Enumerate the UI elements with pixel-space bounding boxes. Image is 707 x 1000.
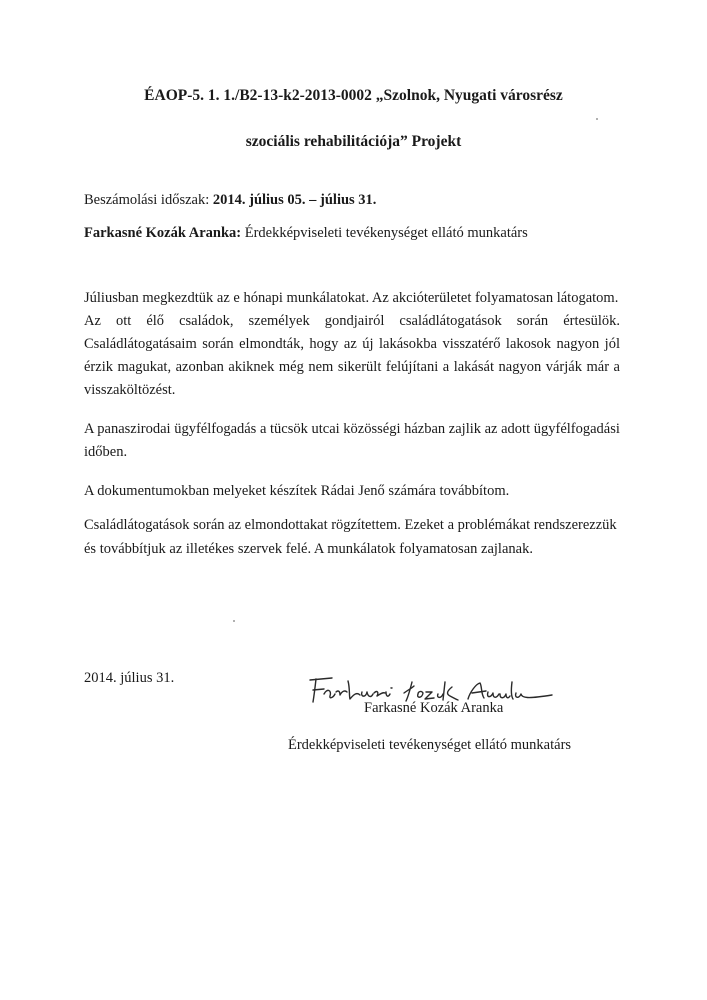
paragraph-4-line-2: és továbbítjuk az illetékes szervek felé. A munkálatok folyamatosan zajlanak.	[84, 541, 533, 557]
paragraph-1-line-5: visszaköltözést.	[84, 382, 176, 398]
reporting-period-value: 2014. július 05. – július 31.	[212, 192, 377, 208]
closing-date: 2014. július 31.	[84, 670, 175, 686]
paragraph-2-line-2: időben.	[84, 444, 128, 460]
paragraph-1-line-4: érzik magukat, azonban akiknek még nem sikerült felújítani a lakását nagyon várják már a	[84, 359, 620, 375]
scan-speck	[233, 620, 235, 622]
paragraph-1-line-2: Az ott élő családok, személyek gondjairól családlátogatások során értesülök.	[84, 313, 620, 329]
scan-speck	[596, 118, 598, 120]
signer-name: Farkasné Kozák Aranka	[364, 700, 504, 716]
staff-member-role: Érdekképviseleti tevékenységet ellátó munkatárs	[241, 225, 528, 241]
paragraph-4-line-1: Családlátogatások során az elmondottakat rögzítettem. Ezeket a problémákat rendszerezzük	[84, 517, 617, 533]
paragraph-3-line-1: A dokumentumokban melyeket készítek Rádai Jenő számára továbbítom.	[84, 483, 510, 499]
staff-member-line	[84, 225, 528, 242]
project-title-line-2: szociális rehabilitációja” Projekt	[245, 133, 462, 150]
paragraph-1-line-3: Családlátogatásaim során elmondták, hogy az új lakásokba visszatérő lakosok nagyon jól	[84, 336, 620, 352]
project-title-line-1: ÉAOP-5. 1. 1./B2-13-k2-2013-0002 „Szolnok, Nyugati városrész	[144, 87, 563, 104]
reporting-period-label: Beszámolási időszak:	[84, 192, 213, 208]
reporting-period	[84, 192, 376, 209]
paragraph-2-line-1: A panaszirodai ügyfélfogadás a tücsök utcai közösségi házban zajlik az adott ügyfélfogadási	[84, 421, 620, 437]
staff-member-name: Farkasné Kozák Aranka:	[84, 225, 242, 241]
paragraph-1-line-1: Júliusban megkezdtük az e hónapi munkálatokat. Az akcióterületet folyamatosan látogatom.	[84, 290, 619, 306]
signer-role: Érdekképviseleti tevékenységet ellátó munkatárs	[288, 737, 572, 753]
